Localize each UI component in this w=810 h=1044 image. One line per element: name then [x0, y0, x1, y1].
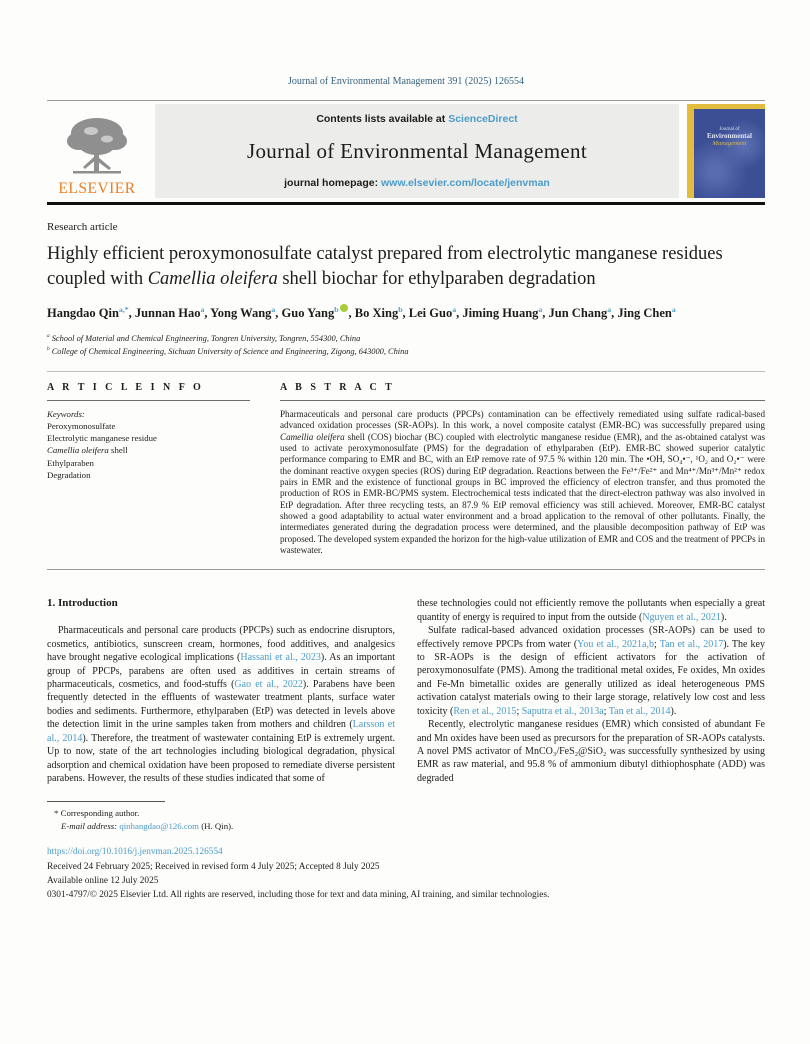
left-column — [47, 597, 395, 785]
journal-cover-art — [694, 109, 765, 198]
email-suffix: (H. Qin). — [199, 821, 234, 832]
intro-paragraph-3: Recently, electrolytic manganese residues (EMR) which consisted of abundant Fe and Mn oxides have been used as precursors for the preparation of SR-AOPs catalysts. A novel PMS activator of MnCO₃/FeS₂@SiO₂ was successfully synthesized by using EMR as raw material, and 95.8 % of ammonium dibutyl dithiophosphate (ADD) was degraded — [417, 719, 765, 784]
info-abstract-section — [47, 382, 765, 556]
introduction-section — [47, 597, 765, 785]
abstract-bottom-rule — [47, 569, 765, 570]
elsevier-wordmark: ELSEVIER — [58, 180, 136, 197]
orcid-icon — [340, 304, 348, 312]
journal-cover-thumbnail — [687, 104, 765, 198]
journal-homepage-link[interactable]: www.elsevier.com/locate/jenvman — [380, 177, 550, 189]
intro-paragraph-1: Pharmaceuticals and personal care products (PPCPs) such as endocrine disruptors, cosmetics, antibiotics, sunscreen cream, hormones, food additives, and analgesics have brought negative ecological implications (Hassani et al., 2023). As an important group of PPCPs, parabens are often used as additives in certain streams of pharmaceuticals, cosmetics, and food-stuffs (Gao et al., 2022). Parabens have been frequently detected in the effluents of wastewater treatment plants, surface water bodies and sediments. Furthermore, ethylparaben (EtP) was detected in levels above the detection limit in the urine samples taken from mothers and children (Larsson et al., 2014). Therefore, the treatment of wastewater containing EtP is extremely urgent. Up to now, state of the art technologies including biological degradation, physical adsorption and chemical oxidation have been proposed to remediate diverse persistent parabens. However, the results of these studies indicated that some of — [47, 625, 396, 784]
cover-title-line1: Journal of — [719, 127, 740, 132]
copyright-line: 0301-4797/© 2025 Elsevier Ltd. All rights are reserved, including those for text and data mining, AI training, and similar technologies. — [47, 889, 550, 900]
abstract-text: Pharmaceuticals and personal care products (PPCPs) contamination can be effectively remediated using sulfate radical-based advanced oxidation processes (SR-AOPs). In this work, a novel composite catalyst (EMR-BC) was successfully prepared using Camellia oleifera shell (COS) biochar (BC) coupled with electrolytic manganese residue (EMR), and the as-obtained catalyst was used to activate peroxymonosulfate (PMS) for the degradation of ethylparaben (EtP). EMR-BC showed superior catalytic performance comparing to EMR and BC, with an EtP remove rate of 97.5 % within 120 min. The •OH, SO₄•⁻, ¹O₂ and O₂•⁻ were the dominant reactive oxygen species (ROS) during EtP degradation. Reactions between the Fe³⁺/Fe²⁺ and Mn⁴⁺/Mn³⁺/Mn²⁺ redox pairs in EMR and the existence of functional groups in BC improved the efficiency of electron transfer, and thus promoted the production of ROS in EMR-BC/PMS system. Electrochemical tests indicated that the direct-electron pathway was also involved in EtP degradation. After three recycling tests, an 87.9 % EtP removal efficiency was still achieved. Moreover, EMR-BC catalyst showed a good adaptability to actual water environment and a broad application to the removal of other pollutants. Finally, the intermediates generated during the degradation process were determined, and the plausible decomposition pathway of EtP was proposed. The developed system expanded the horizon for the high-value utilization of EMR and COS and the treatment of PPCPs in wastewater. — [280, 409, 765, 555]
cover-title-line2: Environmental — [707, 132, 752, 140]
contents-line — [316, 113, 517, 125]
article-info-column — [47, 382, 280, 556]
email-link[interactable]: qinhangdao@126.com — [119, 821, 200, 832]
email-label: E-mail address: — [61, 821, 118, 832]
keywords-label: Keywords: — [47, 409, 85, 420]
right-column — [417, 597, 765, 785]
elsevier-tree-icon — [63, 115, 131, 179]
running-head: Journal of Environmental Management 391 (2025) 126554 — [287, 76, 525, 87]
masthead — [47, 101, 765, 202]
available-online: Available online 12 July 2025 — [47, 875, 159, 886]
keyword-item: Ethylparaben — [47, 457, 94, 468]
introduction-heading: 1. Introduction — [47, 597, 118, 610]
intro-paragraph-1-continued: these technologies could not efficiently remove the pollutants when especially a great quantity of energy is required to input from the outside (Nguyen et al., 2021). — [417, 598, 765, 623]
affiliation-a: $^a$ School of Material and Chemical Engineering, Tongren University, Tongren, 554300, China — [47, 333, 361, 344]
received-dates: Received 24 February 2025; Received in revised form 4 July 2025; Accepted 8 July 2025 — [47, 861, 380, 872]
homepage-line — [284, 177, 550, 189]
email-line — [47, 820, 765, 833]
keyword-item: Degradation — [47, 469, 91, 480]
elsevier-logo — [47, 104, 147, 198]
contents-line-prefix: Contents lists available at — [316, 113, 449, 125]
journal-title: Journal of Environmental Management — [247, 138, 587, 163]
corresponding-author-note: * Corresponding author. — [54, 808, 140, 819]
homepage-line-prefix: journal homepage: — [284, 177, 381, 189]
masthead-bottom-rule — [47, 202, 765, 205]
keyword-item: Peroxymonosulfate — [47, 421, 116, 432]
sciencedirect-link[interactable]: ScienceDirect — [448, 113, 518, 125]
intro-paragraph-2: Sulfate radical-based advanced oxidation processes (SR-AOPs) can be used to effectively remove PPCPs from water (You et al., 2021a,b; Tan et al., 2017). The key to SR-AOPs is the design of efficient activators for the activation of peroxymonosulfate (PMS). Among the traditional metal oxides, Fe oxides, Mn oxides and Fe-Mn bimetallic oxides are generally utilized as ideal heterogeneous PMS activation catalyst materials owing to their large storage, relatively low cost and less toxicity (Ren et al., 2015; Saputra et al., 2013a; Tan et al., 2014). — [417, 625, 765, 717]
abstract-column — [280, 382, 765, 556]
author-list: Hangdao Qin$^{a,*}$, Junnan Hao$^a$, Yong Wang$^a$, Guo Yang$^b$ , Bo Xing$^b$, Lei Guo$^a$, Jiming Huang$^a$, Jun Chang$^a$, Jing Chen$^a$ — [47, 305, 676, 321]
article-type-label: Research article — [47, 221, 118, 233]
footnote — [47, 801, 765, 833]
affiliations — [47, 332, 765, 358]
masthead-center-panel — [155, 104, 679, 198]
cover-title-line3: Management — [712, 140, 747, 147]
doi-link[interactable]: https://doi.org/10.1016/j.jenvman.2025.126554 — [47, 846, 223, 857]
article-info-heading: A R T I C L E I N F O — [47, 382, 204, 394]
affiliation-b: $^b$ College of Chemical Engineering, Sichuan University of Science and Engineering, Zigong, 643000, China — [47, 346, 409, 357]
footnote-rule — [47, 801, 165, 802]
abstract-heading: A B S T R A C T — [280, 382, 395, 394]
keyword-item: Electrolytic manganese residue — [47, 433, 157, 444]
header-divider — [47, 371, 765, 372]
footer — [47, 846, 765, 903]
article-info-rule — [47, 400, 250, 401]
article-title: Highly efficient peroxymonosulfate catalyst prepared from electrolytic manganese residues coupled with Camellia oleifera shell biochar for ethylparaben degradation — [47, 244, 723, 289]
keyword-item: Camellia oleifera shell — [47, 445, 128, 456]
abstract-rule — [280, 400, 765, 401]
